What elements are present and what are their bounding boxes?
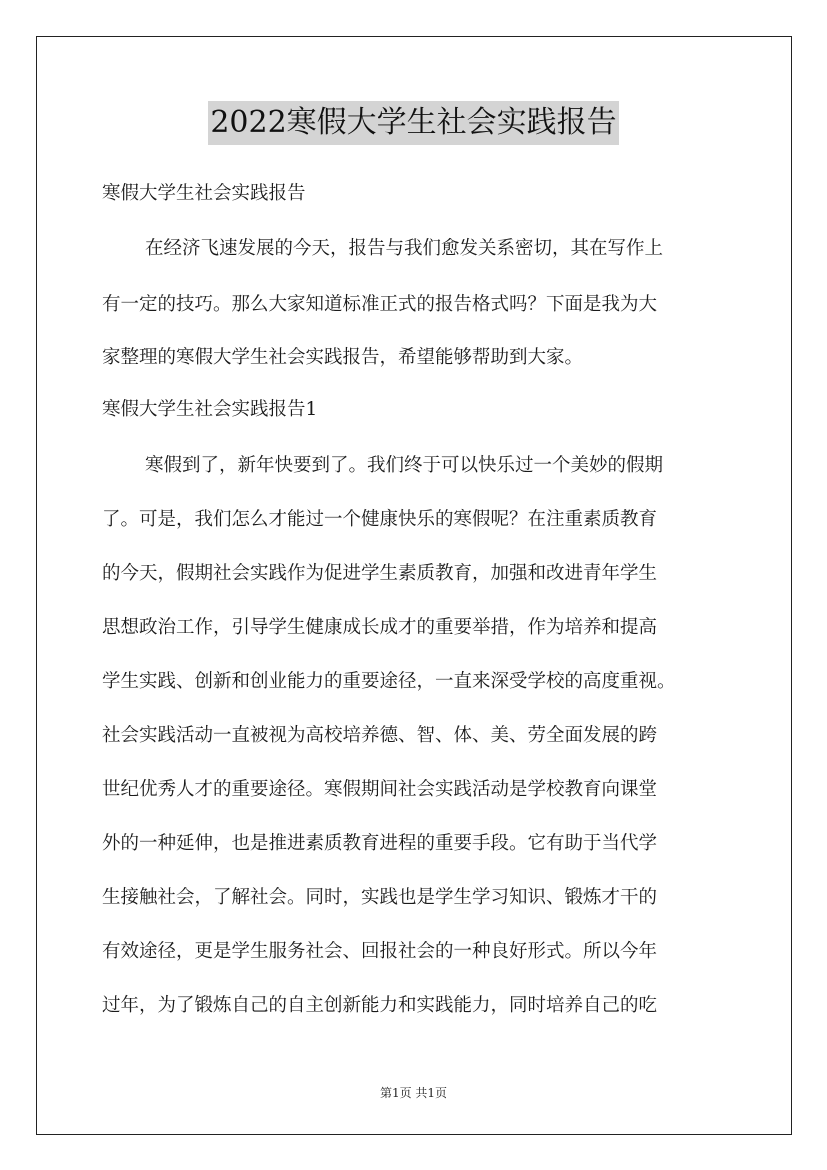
body-line: 世纪优秀人才的重要途径。寒假期间社会实践活动是学校教育向课堂 (102, 779, 658, 800)
intro-line: 有一定的技巧。那么大家知道标准正式的报告格式吗？下面是我为大 (102, 294, 658, 315)
intro-line: 家整理的寒假大学生社会实践报告，希望能够帮助到大家。 (102, 347, 584, 368)
body-line: 思想政治工作，引导学生健康成长成才的重要举措，作为培养和提高 (102, 617, 658, 638)
body-line: 有效途径，更是学生服务社会、回报社会的一种良好形式。所以今年 (102, 941, 658, 962)
title-container (0, 101, 827, 145)
body-line: 寒假到了，新年快要到了。我们终于可以快乐过一个美妙的假期 (145, 455, 664, 476)
body-line: 了。可是，我们怎么才能过一个健康快乐的寒假呢？在注重素质教育 (102, 509, 658, 530)
body-line: 的今天，假期社会实践作为促进学生素质教育，加强和改进青年学生 (102, 563, 658, 584)
page-footer: 第1页 共1页 (379, 1086, 448, 1100)
body-line: 学生实践、创新和创业能力的重要途径，一直来深受学校的高度重视。 (102, 671, 676, 692)
document-subtitle: 寒假大学生社会实践报告 (102, 183, 306, 204)
document-title: 2022寒假大学生社会实践报告 (208, 101, 618, 145)
section-heading: 寒假大学生社会实践报告1 (102, 399, 318, 420)
intro-line: 在经济飞速发展的今天，报告与我们愈发关系密切，其在写作上 (145, 238, 664, 259)
body-line: 外的一种延伸，也是推进素质教育进程的重要手段。它有助于当代学 (102, 833, 658, 854)
body-line: 社会实践活动一直被视为高校培养德、智、体、美、劳全面发展的跨 (102, 725, 658, 746)
body-line: 过年，为了锻炼自己的自主创新能力和实践能力，同时培养自己的吃 (102, 995, 658, 1016)
body-line: 生接触社会，了解社会。同时，实践也是学生学习知识、锻炼才干的 (102, 887, 658, 908)
